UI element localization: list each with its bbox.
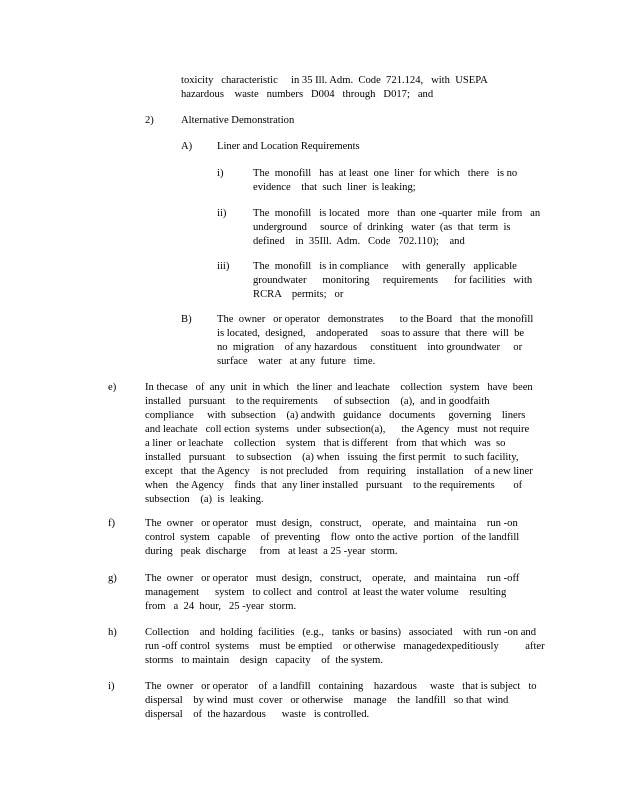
text-line: dispersal by wind must cover or otherwise manage the landfill so that wind <box>145 695 509 706</box>
item-iii-label: iii) <box>217 261 230 272</box>
item-2-title: Alternative Demonstration <box>181 115 295 126</box>
text-line: is located, designed, andoperated soas to assure that there will be <box>217 328 525 339</box>
intro-paragraph <box>181 74 488 102</box>
item-e-paragraph <box>145 381 533 507</box>
item-g-label: g) <box>108 573 117 584</box>
item-g-paragraph <box>145 572 519 614</box>
text-line: The owner or operator of a landfill containing hazardous waste that is subject to <box>145 681 537 692</box>
text-line: hazardous waste numbers D004 through D017; and <box>181 89 434 100</box>
item-a-label: A) <box>181 141 193 152</box>
item-b-label: B) <box>181 314 192 325</box>
text-line: installed pursuant to the requirements of subsection (a), and in goodfaith <box>145 396 490 407</box>
item-iii-paragraph <box>253 260 532 302</box>
text-line: The monofill is in compliance with generally applicable <box>253 261 517 272</box>
item-a-title: Liner and Location Requirements <box>217 141 360 152</box>
item-2-label: 2) <box>145 115 154 126</box>
text-line: underground source of drinking water (as that term is <box>253 222 511 233</box>
text-line: except that the Agency is not precluded from requiring installation of a new liner <box>145 466 533 477</box>
item-i-label: i) <box>217 168 224 179</box>
item-e-label: e) <box>108 382 117 393</box>
text-line: The owner or operator must design, construct, operate, and maintaina run -on <box>145 518 518 529</box>
text-line: The owner or operator demonstrates to the Board that the monofill <box>217 314 534 325</box>
text-line: subsection (a) is leaking. <box>145 494 264 505</box>
item-ii-paragraph <box>253 207 540 249</box>
text-line: defined in 35Ill. Adm. Code 702.110); and <box>253 236 465 247</box>
text-line: and leachate coll ection systems under subsection(a), the Agency must not require <box>145 424 530 435</box>
text-line: installed pursuant to subsection (a) when issuing the first permit to such facility, <box>145 452 519 463</box>
text-line: The monofill is located more than one -quarter mile from an <box>253 208 541 219</box>
text-line: surface water at any future time. <box>217 356 376 367</box>
item-f-paragraph <box>145 517 519 559</box>
item-b-paragraph <box>217 313 533 369</box>
text-line: evidence that such liner is leaking; <box>253 182 416 193</box>
text-line: toxicity characteristic in 35 Ill. Adm. Code 721.124, with USEPA <box>181 75 488 86</box>
text-line: from a 24 hour, 25 -year storm. <box>145 601 297 612</box>
text-line: RCRA permits; or <box>253 289 344 300</box>
text-line: compliance with subsection (a) andwith guidance documents governing liners <box>145 410 526 421</box>
text-line: when the Agency finds that any liner installed pursuant to the requirements of <box>145 480 523 491</box>
text-line: The owner or operator must design, construct, operate, and maintaina run -off <box>145 573 520 584</box>
text-line: storms to maintain design capacity of the system. <box>145 655 384 666</box>
item-ii-label: ii) <box>217 208 227 219</box>
text-line: The monofill has at least one liner for which there is no <box>253 168 518 179</box>
text-line: groundwater monitoring requirements for facilities with <box>253 275 533 286</box>
text-line: Collection and holding facilities (e.g., tanks or basins) associated with run -on and <box>145 627 537 638</box>
item-i-lower-label: i) <box>108 681 115 692</box>
text-line: during peak discharge from at least a 25 -year storm. <box>145 546 398 557</box>
item-h-paragraph <box>145 626 545 668</box>
text-line: management system to collect and control at least the water volume resulting <box>145 587 507 598</box>
text-line: In thecase of any unit in which the liner and leachate collection system have been <box>145 382 533 393</box>
text-line: a liner or leachate collection system that is different from that which was so <box>145 438 506 449</box>
text-line: dispersal of the hazardous waste is controlled. <box>145 709 370 720</box>
text-line: run -off control systems must be emptied or otherwise managedexpeditiously after <box>145 641 545 652</box>
text-line: control system capable of preventing flow onto the active portion of the landfill <box>145 532 520 543</box>
item-f-label: f) <box>108 518 116 529</box>
item-h-label: h) <box>108 627 117 638</box>
item-i-paragraph <box>253 167 517 195</box>
item-i-lower-paragraph <box>145 680 537 722</box>
text-line: no migration of any hazardous constituent into groundwater or <box>217 342 523 353</box>
